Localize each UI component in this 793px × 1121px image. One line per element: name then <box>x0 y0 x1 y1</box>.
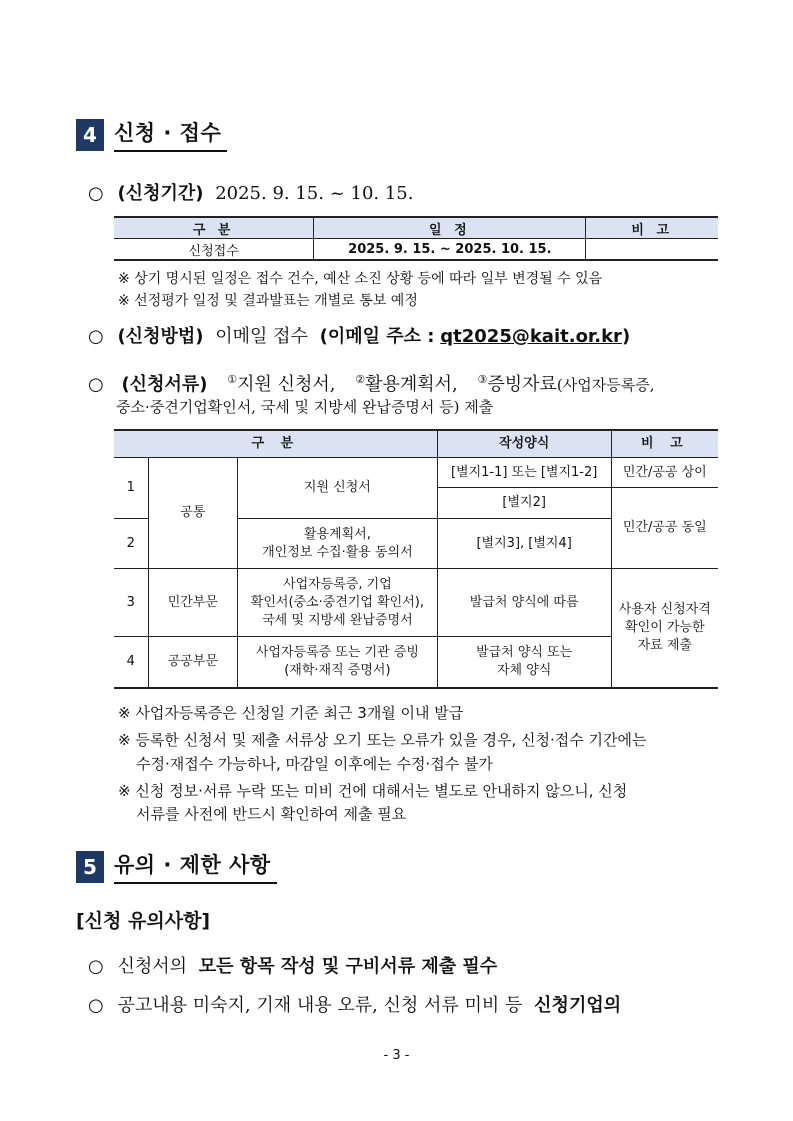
doc-line: 개인정보 수집·활용 동의서 <box>262 544 413 560</box>
header-cell: 구 분 <box>114 430 437 458</box>
caution-line-1 <box>88 954 497 980</box>
table-cell <box>586 239 718 261</box>
note: ※ 상기 명시된 일정은 접수 건수, 예산 소진 상황 등에 따라 일부 변경될 수 있음 <box>118 271 603 287</box>
doc-line: 국세 및 지방세 완납증명서 <box>262 612 413 628</box>
note-line: 확인이 가능한 <box>625 619 705 635</box>
note-line: 자료 제출 <box>637 637 692 653</box>
note-cell: 민간/공공 상이 <box>611 458 718 488</box>
marker: ② <box>355 373 366 386</box>
doc-line: 사업자등록증, 기업 <box>283 576 392 592</box>
category-cell: 공공부문 <box>148 637 238 688</box>
doc-item: 활용계획서, <box>365 374 458 395</box>
form-cell <box>437 637 611 688</box>
section-4-heading <box>76 118 227 152</box>
header-cell: 비 고 <box>586 217 718 239</box>
bullet: ○ <box>88 183 104 204</box>
note: ※ 사업자등록증은 신청일 기준 최근 3개월 이내 발급 <box>118 704 464 722</box>
docs-label: (신청서류) <box>121 374 208 395</box>
doc-cell: 지원 신청서 <box>238 458 438 519</box>
note: ※ 선정평가 일정 및 결과발표는 개별로 통보 예정 <box>118 293 418 309</box>
category-cell: 공통 <box>148 458 238 569</box>
email-link[interactable]: qt2025@kait.or.kr <box>440 326 622 347</box>
form-cell: [별지1-1] 또는 [별지1-2] <box>437 458 611 488</box>
section-title: 신청 · 접수 <box>114 118 227 152</box>
marker: ③ <box>477 373 488 386</box>
bullet: ○ <box>88 326 104 347</box>
note: ※ 등록한 신청서 및 제출 서류상 오기 또는 오류가 있을 경우, 신청·접수 기간에는 <box>118 731 647 749</box>
doc-item: 증빙자료 <box>487 374 557 395</box>
table-row <box>114 569 718 637</box>
section-title: 유의 · 제한 사항 <box>114 850 277 884</box>
documents-table <box>114 429 718 689</box>
doc-line: 활용계획서, <box>303 526 371 542</box>
row-number: 3 <box>114 569 148 637</box>
form-line: 발급처 양식 또는 <box>476 644 573 660</box>
table-cell: 2025. 9. 15. ~ 2025. 10. 15. <box>314 239 586 261</box>
form-line: 자체 양식 <box>496 662 552 678</box>
doc-cell <box>238 637 438 688</box>
method-text: 이메일 접수 <box>215 326 308 347</box>
marker: ① <box>227 373 238 386</box>
schedule-table <box>114 216 718 261</box>
row-number: 4 <box>114 637 148 688</box>
note-cell: 민간/공공 동일 <box>611 488 718 569</box>
table-row <box>114 239 718 261</box>
row-number: 2 <box>114 519 148 569</box>
note: 수정·재접수 가능하나, 마감일 이후에는 수정·접수 불가 <box>136 755 493 773</box>
period-label: (신청기간) <box>117 183 204 204</box>
note: ※ 신청 정보·서류 누락 또는 미비 건에 대해서는 별도로 안내하지 않으니, 신청 <box>118 782 628 800</box>
bullet: ○ <box>88 374 104 395</box>
section-5-heading <box>76 850 277 884</box>
bullet: ○ <box>88 956 104 977</box>
period-line <box>88 181 413 207</box>
caution-text: 공고내용 미숙지, 기재 내용 오류, 신청 서류 미비 등 <box>117 995 523 1016</box>
caution-line-2 <box>88 993 621 1019</box>
note-cell <box>611 569 718 688</box>
section-number: 4 <box>76 119 104 151</box>
method-label: (신청방법) <box>117 326 204 347</box>
doc-line: 사업자등록증 또는 기관 증빙 <box>255 644 419 660</box>
email-close: ) <box>621 326 631 347</box>
page-number: - 3 - <box>383 1048 410 1063</box>
docs-line <box>88 367 654 398</box>
header-cell: 구 분 <box>114 217 314 239</box>
note-line: 사용자 신청자격 <box>618 601 711 617</box>
category-cell: 민간부문 <box>148 569 238 637</box>
header-cell: 작성양식 <box>437 430 611 458</box>
doc-line: 확인서(중소·중견기업 확인서), <box>250 594 425 610</box>
doc-cell <box>238 519 438 569</box>
doc-line: (재학·재직 증명서) <box>284 662 391 678</box>
doc-item-detail: (사업자등록증, <box>556 376 655 394</box>
form-cell: 발급처 양식에 따름 <box>437 569 611 637</box>
doc-item: 지원 신청서, <box>237 374 336 395</box>
header-cell: 일 정 <box>314 217 586 239</box>
section-number: 5 <box>76 851 104 883</box>
table-cell: 신청접수 <box>114 239 314 261</box>
email-label: (이메일 주소 : <box>319 326 435 347</box>
doc-cell <box>238 569 438 637</box>
docs-line-2: 중소·중견기업확인서, 국세 및 지방세 완납증명서 등) 제출 <box>116 398 494 416</box>
caution-bold: 모든 항목 작성 및 구비서류 제출 필수 <box>198 956 498 977</box>
bullet: ○ <box>88 995 104 1016</box>
caution-text: 신청서의 <box>117 956 188 977</box>
period-value: 2025. 9. 15. ~ 10. 15. <box>215 183 414 204</box>
form-cell: [별지2] <box>437 488 611 519</box>
row-number: 1 <box>114 458 148 519</box>
form-cell: [별지3], [별지4] <box>437 519 611 569</box>
table-row <box>114 458 718 488</box>
note: 서류를 사전에 반드시 확인하여 제출 필요 <box>136 805 407 823</box>
caution-bold: 신청기업의 <box>534 995 622 1016</box>
method-line <box>88 324 630 350</box>
subheading: [신청 유의사항] <box>76 910 211 932</box>
header-cell: 비 고 <box>611 430 718 458</box>
